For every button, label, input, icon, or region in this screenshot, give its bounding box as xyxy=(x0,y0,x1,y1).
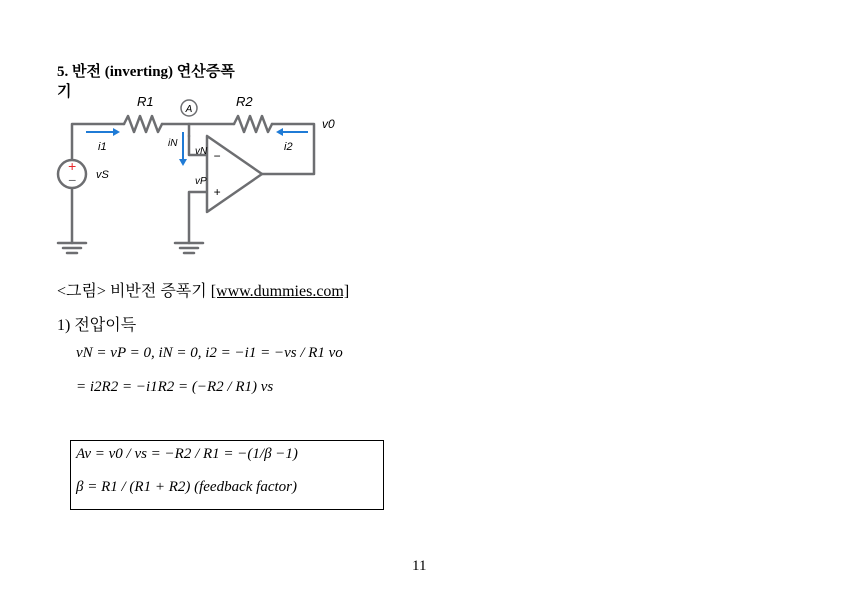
opamp-plus: + xyxy=(213,185,221,199)
page-number: 11 xyxy=(412,558,427,574)
r2-label: R2 xyxy=(236,94,253,109)
equation-line-2: = i2R2 = −i1R2 = (−R2 / R1) vs xyxy=(76,379,274,395)
gain-formula: Av = v0 / vs = −R2 / R1 = −(1/β −1) xyxy=(76,446,298,462)
feedback-factor-formula: β = R1 / (R1 + R2) (feedback factor) xyxy=(76,479,297,495)
section-heading-wrap: 기 xyxy=(57,84,72,100)
opamp-triangle xyxy=(207,136,262,212)
vs-label: vS xyxy=(96,169,109,181)
source-minus: − xyxy=(67,172,77,188)
i1-label: i1 xyxy=(98,141,107,153)
subsection-title: 1) 전압이득 xyxy=(57,317,137,334)
vn-label: vN xyxy=(195,146,208,157)
inverting-amplifier-diagram xyxy=(52,88,352,263)
r1-label: R1 xyxy=(137,94,154,109)
figure-caption xyxy=(57,278,349,301)
vp-label: vP xyxy=(195,176,207,187)
node-a-label: A xyxy=(185,104,193,115)
opamp-minus: − xyxy=(213,149,221,163)
section-heading: 5. 반전 (inverting) 연산증폭 xyxy=(57,64,235,80)
r2-resistor xyxy=(234,116,272,132)
in-label: iN xyxy=(168,138,178,149)
caption-source: [www.dummies.com] xyxy=(210,283,350,300)
i2-label: i2 xyxy=(284,141,293,153)
caption-text: <그림> 비반전 증폭기 xyxy=(57,283,211,300)
gain-formula-box xyxy=(70,440,384,510)
vo-label: v0 xyxy=(322,117,335,131)
source-plus: + xyxy=(67,158,77,174)
r1-resistor xyxy=(124,116,162,132)
equation-line-1: vN = vP = 0, iN = 0, i2 = −i1 = −vs / R1 vo xyxy=(76,345,343,361)
noninverting-input-wire xyxy=(189,192,207,243)
